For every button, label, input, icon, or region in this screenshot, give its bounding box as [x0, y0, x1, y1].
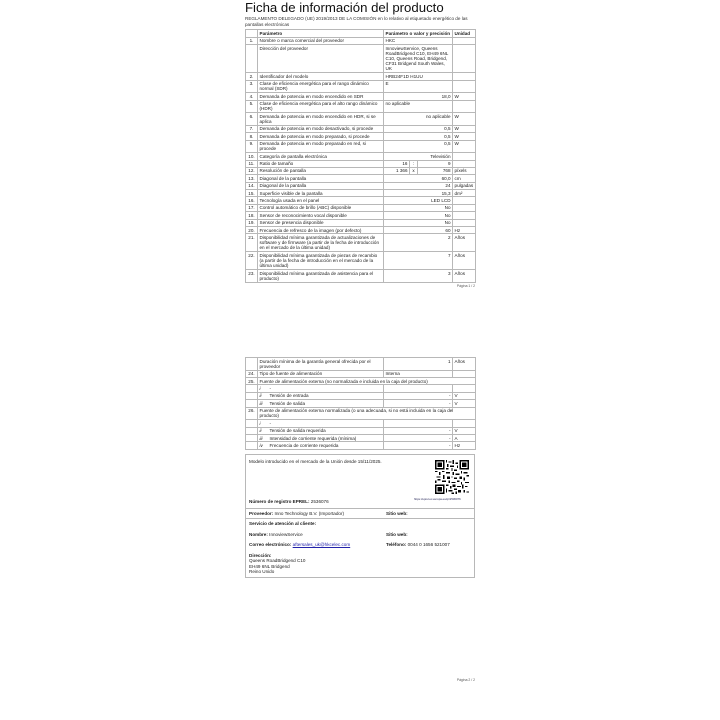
table-row [246, 442, 476, 449]
row-number: 10. [246, 153, 258, 160]
table-header-row [246, 30, 476, 37]
row-unit [453, 219, 476, 226]
header-unit: Unidad [453, 30, 476, 37]
row-number: 20. [246, 227, 258, 234]
row-number: 16. [246, 197, 258, 204]
table-row [246, 100, 476, 113]
row-label: Fuente de alimentación externa normalizada (o una adecuada, si no está incluida en la caja del producto) [258, 407, 476, 420]
document-title: Ficha de información del producto [245, 0, 444, 15]
row-sub-label: Frecuencia de corriente requerida [269, 442, 339, 448]
row-number: 11. [246, 160, 258, 167]
row-sub-index: ii [259, 428, 262, 434]
row-number: 21. [246, 234, 258, 252]
row-unit [453, 197, 476, 204]
row-unit: pulgadas [453, 182, 476, 189]
row-unit [453, 100, 476, 113]
table-row [246, 370, 476, 377]
row-unit: píxels [453, 167, 476, 174]
row-label [258, 400, 384, 407]
row-unit [453, 37, 476, 44]
row-value: 0,5 [384, 125, 453, 132]
row-sub-index: ii [259, 393, 262, 399]
table-row [246, 140, 476, 153]
row-unit [453, 385, 476, 392]
row-unit [453, 44, 476, 72]
row-number [246, 427, 258, 434]
qr-code-icon[interactable] [435, 460, 469, 494]
service-phone: Teléfono: 0044 0 1656 521007 [386, 541, 450, 547]
header-param: Parámetro [258, 30, 384, 37]
row-unit: Años [453, 252, 476, 270]
document-subtitle: REGLAMENTO DELEGADO (UE) 2019/2013 DE LA COMISIÓN en lo relativo al etiquetado energético de las pantallas electrónicas [245, 16, 468, 27]
row-label: Demanda de potencia en modo preparado, si procede [258, 133, 384, 140]
row-value: - [384, 442, 453, 449]
row-number [246, 358, 258, 371]
row-number: 14. [246, 182, 258, 189]
table-row [246, 252, 476, 270]
row-unit [453, 153, 476, 160]
row-value: 24 [384, 182, 453, 189]
row-number [246, 392, 258, 399]
row-value: HKC [384, 37, 453, 44]
row-number [246, 434, 258, 441]
row-value: no aplicable [384, 100, 453, 113]
row-value: No [384, 212, 453, 219]
row-unit: V [453, 392, 476, 399]
row-sub-index: iii [259, 435, 263, 441]
row-unit: Años [453, 234, 476, 252]
row-unit [453, 80, 476, 93]
table-row [246, 407, 476, 420]
table-row [246, 212, 476, 219]
row-unit: Años [453, 358, 476, 371]
service-heading: Servicio de atención al cliente: [249, 520, 317, 526]
table-row [246, 385, 476, 392]
table-row [246, 182, 476, 189]
row-unit: A [453, 434, 476, 441]
row-unit: W [453, 133, 476, 140]
row-label: Superficie visible de la pantalla [258, 190, 384, 197]
table-row [246, 190, 476, 197]
table-row [246, 160, 476, 167]
row-number: 9. [246, 140, 258, 153]
row-label [258, 385, 384, 392]
row-label: Nombre o marca comercial del proveedor [258, 37, 384, 44]
row-value: - [384, 400, 453, 407]
address-line: Queens RoadBridgend C10 [249, 558, 306, 564]
table-row [246, 434, 476, 441]
row-number: 4. [246, 93, 258, 100]
page-number: Página 1 / 2 [456, 283, 475, 288]
row-value: - [384, 434, 453, 441]
row-unit: W [453, 140, 476, 153]
row-label: Fuente de alimentación externa (no normalizada e incluida en la caja del producto) [258, 377, 476, 384]
table-row [246, 420, 476, 427]
row-value: 2 [384, 234, 453, 252]
row-label: Duración mínima de la garantía general ofrecida por el proveedor [258, 358, 384, 371]
table-row [246, 80, 476, 93]
row-label: Diagonal de la pantalla [258, 175, 384, 182]
row-value-a: 16 [384, 160, 410, 167]
row-number: 23. [246, 270, 258, 283]
row-value: no aplicable [384, 113, 453, 126]
row-label [258, 427, 384, 434]
row-value: E [384, 80, 453, 93]
row-value-sep: x [410, 167, 418, 174]
spec-table [245, 29, 476, 282]
row-value: 60,0 [384, 175, 453, 182]
row-number: 26. [246, 407, 258, 420]
row-value-b: 768 [418, 167, 453, 174]
row-unit: W [453, 113, 476, 126]
row-number: 17. [246, 204, 258, 211]
row-value: 0,5 [384, 140, 453, 153]
row-value [384, 385, 453, 392]
row-sub-index: i [259, 385, 261, 391]
row-value: - [384, 392, 453, 399]
row-number: 5. [246, 100, 258, 113]
row-value: 3 [384, 270, 453, 283]
service-website-label: Sitio web: [386, 531, 408, 537]
row-value: LED LCD [384, 197, 453, 204]
row-unit [453, 370, 476, 377]
table-row [246, 227, 476, 234]
row-number: 6. [246, 113, 258, 126]
row-number [246, 385, 258, 392]
row-unit: V [453, 427, 476, 434]
table-row [246, 175, 476, 182]
row-sub-label: Intensidad de corriente requerida (mínima) [269, 435, 357, 441]
row-number: 24. [246, 370, 258, 377]
row-label: Categoría de pantalla electrónica [258, 153, 384, 160]
table-row [246, 93, 476, 100]
row-label: Demanda de potencia en modo encendido en HDR, si se aplica [258, 113, 384, 126]
row-value: 18,0 [384, 93, 453, 100]
row-sub-label: Tensión de entrada [269, 393, 309, 399]
supplier-website-label: Sitio web: [386, 510, 408, 516]
row-value: No [384, 219, 453, 226]
row-sub-index: iv [259, 442, 263, 448]
service-email: Correo electrónico: aftersales_uk@hkcelec.com [249, 541, 351, 547]
row-label: Tecnología usada en el panel [258, 197, 384, 204]
email-link[interactable]: aftersales_uk@hkcelec.com [292, 541, 351, 547]
supplier-line: Proveedor: Inno Technology B.V. (Importador) [249, 510, 345, 516]
row-unit [453, 73, 476, 80]
row-value: HRB24F1D H1UU [384, 73, 453, 80]
row-number [246, 44, 258, 72]
row-label: Dirección del proveedor [258, 44, 384, 72]
page-2 [245, 357, 475, 682]
service-address: Dirección: Queens RoadBridgend C10 EH49 6NL Bridgend Reino Unido [249, 552, 306, 575]
table-row [246, 133, 476, 140]
row-number: 2. [246, 73, 258, 80]
row-label [258, 392, 384, 399]
row-unit: W [453, 125, 476, 132]
row-label: Demanda de potencia en modo desactivado, si procede [258, 125, 384, 132]
table-row [246, 400, 476, 407]
page-number: Página 2 / 2 [456, 677, 475, 682]
spec-table-continued [245, 357, 476, 450]
row-unit: Años [453, 270, 476, 283]
table-row [246, 219, 476, 226]
row-value: 0,5 [384, 133, 453, 140]
row-unit: Hz [453, 227, 476, 234]
table-row [246, 377, 476, 384]
row-value: No [384, 204, 453, 211]
row-number: 7. [246, 125, 258, 132]
row-unit: Hz [453, 442, 476, 449]
header-value: Parámetro o valor y precisión [384, 30, 453, 37]
row-label: Frecuencia de refresco de la imagen (por defecto) [258, 227, 384, 234]
table-row [246, 392, 476, 399]
row-number: 18. [246, 212, 258, 219]
row-value: 7 [384, 252, 453, 270]
row-label: Disponibilidad mínima garantizada de asistencia para el producto) [258, 270, 384, 283]
row-label: Sensor de reconocimiento vocal disponible [258, 212, 384, 219]
row-number: 15. [246, 190, 258, 197]
row-number: 13. [246, 175, 258, 182]
row-value: InnoviewService, Queens RoadBridgend C10, EH49 6NL C10, Queens Road, Bridgend, CF31 Bridgend South Wales, UK [384, 44, 453, 72]
row-number [246, 400, 258, 407]
row-number: 12. [246, 167, 258, 174]
qr-url[interactable]: https://eprel.ec.europa.eu/qr/2536076 [414, 496, 461, 501]
table-row [246, 37, 476, 44]
table-row [246, 167, 476, 174]
row-label: Diagonal de la pantalla [258, 182, 384, 189]
row-sub-label: - [269, 420, 272, 426]
row-unit: W [453, 93, 476, 100]
market-intro: Modelo introducido en el mercado de la Unión desde 15/11/2025. [249, 458, 382, 464]
row-unit: V [453, 400, 476, 407]
row-value-a: 1 366 [384, 167, 410, 174]
row-number [246, 442, 258, 449]
row-label: Resolución de pantalla [258, 167, 384, 174]
eprel-box [245, 454, 475, 509]
row-label [258, 420, 384, 427]
table-row [246, 113, 476, 126]
service-name: Nombre: InnoviewService [249, 531, 303, 537]
row-number [246, 420, 258, 427]
row-sub-label: - [269, 385, 272, 391]
row-label: Demanda de potencia en modo encendido en SDR [258, 93, 384, 100]
address-line: Reino Unido [249, 569, 275, 575]
row-sub-index: iii [259, 400, 263, 406]
row-number: 3. [246, 80, 258, 93]
row-label: Ratio de tamaño [258, 160, 384, 167]
row-label: Clase de eficiencia energética para el rango dinámico normal (SDR) [258, 80, 384, 93]
row-number: 19. [246, 219, 258, 226]
row-value: 1 [384, 358, 453, 371]
row-label [258, 434, 384, 441]
row-value [384, 420, 453, 427]
row-label: Disponibilidad mínima garantizada de actualizaciones de software y de firmware (a partir de la fecha de introducción en el mercado de la última unidad) [258, 234, 384, 252]
row-number: 8. [246, 133, 258, 140]
row-sub-label: Tensión de salida requerida [269, 428, 326, 434]
row-value: - [384, 427, 453, 434]
row-label: Tipo de fuente de alimentación [258, 370, 384, 377]
table-row [246, 358, 476, 371]
table-row [246, 125, 476, 132]
row-label: Clase de eficiencia energética para el alto rango dinámico (HDR) [258, 100, 384, 113]
row-unit [453, 204, 476, 211]
row-value-b: 9 [418, 160, 453, 167]
row-value: Televisión [384, 153, 453, 160]
row-value-sep: : [410, 160, 418, 167]
row-label: Sensor de presencia disponible [258, 219, 384, 226]
row-number: 1. [246, 37, 258, 44]
table-row [246, 234, 476, 252]
eprel-registration: Número de registro EPREL: 2536076 [249, 498, 329, 504]
row-value: 60 [384, 227, 453, 234]
row-sub-index: i [259, 420, 261, 426]
page-1 [245, 0, 475, 288]
row-label: Identificador del modelo [258, 73, 384, 80]
row-unit [453, 212, 476, 219]
row-sub-label: Tensión de salida [269, 400, 305, 406]
address-line: EH49 6NL Bridgend [249, 563, 290, 569]
table-row [246, 197, 476, 204]
table-row [246, 44, 476, 72]
row-unit: dm² [453, 190, 476, 197]
table-row [246, 153, 476, 160]
supplier-box [245, 509, 475, 578]
table-row [246, 427, 476, 434]
table-row [246, 204, 476, 211]
table-row [246, 73, 476, 80]
row-label [258, 442, 384, 449]
table-row [246, 270, 476, 283]
row-label: Demanda de potencia en modo preparado en red, si procede [258, 140, 384, 153]
row-unit [453, 160, 476, 167]
row-value: 15,3 [384, 190, 453, 197]
row-value: Interna [384, 370, 453, 377]
row-label: Disponibilidad mínima garantizada de piezas de recambio (a partir de la fecha de introducción en el mercado de la última unidad) [258, 252, 384, 270]
row-unit [453, 420, 476, 427]
row-number: 25. [246, 377, 258, 384]
row-label: Control automático de brillo (ABC) disponible [258, 204, 384, 211]
row-unit: cm [453, 175, 476, 182]
row-number: 22. [246, 252, 258, 270]
